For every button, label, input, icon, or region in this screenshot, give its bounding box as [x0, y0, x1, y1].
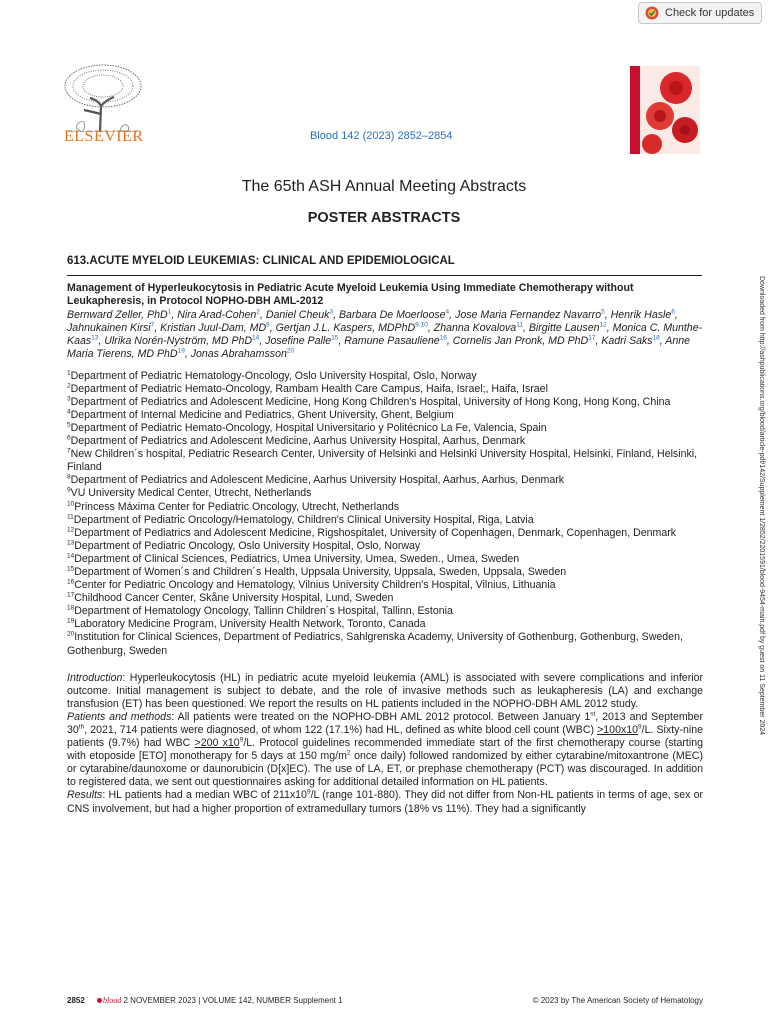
- author-affiliation-ref[interactable]: 19: [177, 347, 185, 355]
- affiliation-number: 3: [67, 395, 71, 403]
- affiliation-item: [67, 631, 703, 657]
- abstract-title: Management of Hyperleukocytosis in Pediatric Acute Myeloid Leukemia Using Immediate Chemotherapy without Leukapheresis, in Protocol NOPHO-DBH AML-2012: [67, 282, 634, 308]
- methods-text: >200 x10: [194, 737, 240, 750]
- methods-text: /L. Sixty-nine patients (9.7%) had WBC: [67, 724, 703, 750]
- publisher-name: ELSEVIER: [64, 128, 144, 145]
- introduction-label: Introduction: [67, 671, 123, 684]
- affiliation-number: 18: [67, 604, 75, 612]
- affiliation-item: [67, 474, 703, 487]
- affiliation-text: Childhood Cancer Center, Skåne University Hospital, Lund, Sweden: [74, 592, 394, 605]
- affiliation-text: Department of Clinical Sciences, Pediatrics, Umea University, Umea, Sweden., Umea, Sweden: [74, 552, 520, 565]
- affiliation-text: New Children´s hospital, Pediatric Research Center, University of Helsinki and Helsinki University Hospital, Helsinki, Finland, Helsinki, Finland: [67, 448, 698, 474]
- author-affiliation-ref[interactable]: 3: [329, 308, 334, 316]
- affiliation-item: [67, 396, 703, 409]
- abstract-category: 613.ACUTE MYELOID LEUKEMIAS: CLINICAL AND EPIDEMIOLOGICAL: [67, 255, 455, 267]
- author-name: Jonas Abrahamsson: [190, 348, 287, 361]
- methods-text: once daily) followed randomized by either cytarabine/mitoxantrone (MEC) or cytarabine/daunoxome or daunorubicin (D[x]EC). The use of LA, ET, or prephase chemotherapy (PCT) was discouraged. In addition to registered data, we sent out questionnaires asking for additional detailed information on HL patients.: [67, 750, 703, 789]
- author-name: Jose Maria Fernandez Navarro: [455, 309, 602, 322]
- author-list: Bernward Zeller, PhD$^1$, Nira Arad-Cohen$^2$, Daniel Cheuk$^3$, Barbara De Moerloose$^4$, Jose Maria Fernandez Navarro$^5$, Henrik Hasle$^6$, Jahnukainen Kirsi$^7$, Kristian Juul-Dam, $MD^8$, Gertjan J.L. Kaspers, MDPhD$^{9,10}$, Zhanna Kovalova$^{11}$, Birgitte Lausen$^{12}$, Monica C. Munthe-Kaas$^{13}$, Ulrika Norén-Nyström, MD PhD$^{14}$, Josefine Palle$^{15}$, Ramune Pasauliene$^{16}$, Cornelis Jan Pronk, MD PhD$^{17}$, Kadri Saks$^{18}$, Anne Maria Tierens, MD PhD$^{19}$, Jonas Abrahamsson$^{20}$: [67, 308, 703, 361]
- author-affiliation-ref[interactable]: 14: [252, 334, 260, 342]
- superscript: 9: [306, 788, 311, 796]
- check-updates-icon: [645, 6, 659, 20]
- superscript: 9: [638, 723, 642, 731]
- author-name: Henrik Hasle: [610, 309, 672, 322]
- author-name: Daniel Cheuk: [265, 309, 330, 322]
- methods-text: : All patients were treated on the NOPHO-DBH AML 2012 protocol. Between January 1: [171, 710, 591, 723]
- author-name: Anne Maria Tierens, MD PhD: [67, 335, 691, 361]
- affiliation-item: [67, 501, 703, 514]
- affiliation-number: 6: [67, 434, 71, 442]
- affiliation-text: Center for Pediatric Oncology and Hematology, Vilnius University Children's Hospital, Vilnius, Lithuania: [74, 579, 556, 592]
- affiliation-text: Department of Hematology Oncology, Tallinn Children´s Hospital, Tallinn, Estonia: [74, 605, 453, 618]
- affiliation-item: [67, 383, 703, 396]
- author-name: Barbara De Moerloose: [338, 309, 446, 322]
- affiliation-item: [67, 605, 703, 618]
- affiliation-item: [67, 553, 703, 566]
- author-name: Kadri Saks: [601, 335, 653, 348]
- affiliation-number: 1: [67, 369, 71, 377]
- page-number: 2852: [67, 996, 85, 1005]
- affiliation-number: 10: [67, 499, 75, 507]
- author-affiliation-ref[interactable]: 17: [588, 334, 596, 342]
- elsevier-logo: [60, 62, 146, 146]
- affiliation-text: Department of Internal Medicine and Pediatrics, Ghent University, Ghent, Belgium: [70, 408, 454, 421]
- journal-citation[interactable]: Blood 142 (2023) 2852–2854: [310, 130, 453, 142]
- affiliation-item: [67, 370, 703, 383]
- affiliation-item: [67, 448, 703, 474]
- affiliation-text: Department of Women´s and Children´s Health, Uppsala University, Uppsala, Sweden, Uppsala, Sweden: [74, 565, 567, 578]
- methods-text: , 2021, 714 patients were diagnosed, of whom 122 (17.1%) had HL, defined as white blood cell count (WBC): [84, 724, 598, 736]
- blood-logo-icon: [97, 998, 102, 1003]
- author-name: Ulrika Norén-Nyström, MD PhD: [104, 335, 253, 348]
- author-name: Kristian Juul-Dam, MD: [160, 322, 267, 335]
- affiliation-item: [67, 435, 703, 448]
- affiliation-text: Laboratory Medicine Program, University Health Network, Toronto, Canada: [74, 618, 426, 631]
- results-text: /L (range 101-880). They did not differ from Non-HL patients in terms of age, sex or CNS involvement, but had a higher proportion of extramedullary tumors (18% vs 11%). They had a significantly: [67, 789, 704, 815]
- author-affiliation-ref[interactable]: 2: [256, 308, 260, 316]
- affiliation-number: 14: [67, 552, 75, 560]
- affiliation-text: Department of Pediatrics and Adolescent Medicine, Aarhus University Hospital, Aarhus, Aarhus, Denmark: [70, 474, 565, 487]
- affiliation-text: Department of Pediatric Hemato-Oncology, Rambam Health Care Campus, Haifa, Israel;, Haifa, Israel: [70, 382, 548, 395]
- check-updates-label: Check for updates: [665, 7, 755, 19]
- results-label: Results: [67, 789, 103, 802]
- affiliation-text: Department of Pediatric Hematology-Oncology, Oslo University Hospital, Oslo, Norway: [70, 369, 477, 382]
- affiliation-text: Institution for Clinical Sciences, Department of Pediatrics, Sahlgrenska Academy, University of Gothenburg, Gothenburg, Sweden, Gothenburg, Sweden: [67, 631, 683, 657]
- affiliation-number: 2: [67, 382, 71, 390]
- affiliation-item: [67, 527, 703, 540]
- affiliation-number: 20: [67, 630, 75, 638]
- affiliation-text: Department of Pediatric Hemato-Oncology, Hospital Universitario y Politécnico La Fe, Valencia, Spain: [70, 421, 547, 434]
- methods-text: /L. Protocol guidelines recommended immediate start of the first chemotherapy course (starting with etoposide [ETO] monotherapy for 5 days at 150 mg/m: [67, 737, 703, 763]
- author-affiliation-ref[interactable]: 16: [439, 334, 447, 342]
- introduction-text: : Hyperleukocytosis (HL) in pediatric acute myeloid leukemia (AML) is associated with severe complications and inferior outcome. Initial management is subject to debate, and the role of invasive methods such as leukapheresis (LA) and exchange transfusion (ET) has been questioned. We report the results on HL patients included in the NOPHO-DBH AML 2012 study.: [67, 671, 703, 710]
- author-affiliation-ref[interactable]: 7: [150, 321, 155, 329]
- author-affiliation-ref[interactable]: 5: [601, 308, 605, 316]
- author-name: Birgitte Lausen: [528, 322, 600, 335]
- affiliation-item: [67, 579, 703, 592]
- affiliation-number: 5: [67, 421, 71, 429]
- author-affiliation-ref[interactable]: 6: [671, 308, 675, 316]
- affiliation-number: 4: [67, 408, 71, 416]
- superscript: 9: [239, 736, 244, 744]
- meeting-title: The 65th ASH Annual Meeting Abstracts: [241, 178, 527, 195]
- affiliation-item: [67, 618, 703, 631]
- author-name: Cornelis Jan Pronk, MD PhD: [452, 335, 589, 348]
- author-affiliation-ref[interactable]: 1: [167, 308, 172, 316]
- journal-logo-text: blood: [103, 996, 122, 1005]
- affiliation-list: [67, 370, 703, 658]
- methods-text: , 2013 and September 30: [67, 710, 703, 736]
- journal-cover-image: [630, 66, 700, 154]
- author-affiliation-ref[interactable]: 18: [652, 334, 660, 342]
- affiliation-number: 9: [67, 486, 71, 494]
- superscript: st: [590, 710, 596, 718]
- affiliation-item: [67, 422, 703, 435]
- affiliation-item: [67, 487, 703, 500]
- author-name: Ramune Pasauliene: [344, 335, 440, 348]
- author-affiliation-ref[interactable]: 11: [516, 321, 523, 329]
- abstract-body: [67, 672, 703, 816]
- affiliation-item: [67, 409, 703, 422]
- author-affiliation-ref[interactable]: 12: [599, 321, 607, 329]
- author-affiliation-ref[interactable]: 15: [331, 334, 339, 342]
- superscript: th: [78, 723, 85, 731]
- affiliation-number: 16: [67, 578, 75, 586]
- affiliation-number: 19: [67, 617, 75, 625]
- author-name: Monica C. Munthe-Kaas: [67, 322, 703, 348]
- author-affiliation-ref[interactable]: 20: [286, 347, 295, 355]
- author-affiliation-ref[interactable]: 4: [445, 308, 450, 316]
- affiliation-number: 8: [67, 473, 71, 481]
- affiliation-text: Department of Pediatrics and Adolescent Medicine, Aarhus University Hospital, Aarhus, Denmark: [70, 435, 526, 448]
- author-name: Nira Arad-Cohen: [177, 309, 257, 322]
- affiliation-item: [67, 592, 703, 605]
- abstract-content: [67, 282, 703, 816]
- category-divider: [67, 275, 702, 276]
- check-for-updates-button[interactable]: [638, 2, 762, 24]
- methods-text: >100x10: [597, 724, 639, 736]
- author-name: Gertjan J.L. Kaspers, MDPhD: [275, 322, 416, 335]
- elsevier-tree-icon: [60, 62, 146, 132]
- issue-info: 2 NOVEMBER 2023 | VOLUME 142, NUMBER Supplement 1: [123, 996, 343, 1005]
- affiliation-item: [67, 566, 703, 579]
- download-notice: Downloaded from http://ashpublications.org/blood/article-pdf/142/Supplement 1/2852/2201591/blood-9454-main.pdf by guest on 11 September 2024: [758, 276, 765, 736]
- section-title: POSTER ABSTRACTS: [307, 210, 461, 226]
- author-name: Zhanna Kovalova: [433, 322, 517, 335]
- affiliation-number: 13: [67, 539, 75, 547]
- affiliation-number: 15: [67, 565, 75, 573]
- affiliation-text: VU University Medical Center, Utrecht, Netherlands: [70, 487, 312, 500]
- page-footer: [67, 996, 703, 1005]
- affiliation-text: Department of Pediatric Oncology/Hematology, Children's Clinical University Hospital, Riga, Latvia: [73, 513, 534, 526]
- author-name: Jahnukainen Kirsi: [67, 322, 151, 335]
- affiliation-text: Department of Pediatrics and Adolescent Medicine, Hong Kong Children's Hospital, University of Hong Kong, Hong Kong, China: [70, 395, 671, 408]
- author-name: Bernward Zeller, PhD: [67, 309, 168, 322]
- methods-label: Patients and methods: [67, 710, 172, 723]
- results-text: : HL patients had a median WBC of 211x10: [102, 789, 307, 802]
- affiliation-text: Princess Máxima Center for Pediatric Oncology, Utrecht, Netherlands: [74, 500, 400, 513]
- affiliation-number: 7: [67, 447, 71, 455]
- author-affiliation-ref[interactable]: 9,10: [415, 321, 428, 329]
- affiliation-number: 11: [67, 513, 74, 521]
- copyright-notice: © 2023 by The American Society of Hematology: [532, 996, 703, 1005]
- affiliation-text: Department of Pediatrics and Adolescent Medicine, Rigshospitalet, University of Copenhagen, Denmark, Copenhagen, Denmark: [74, 526, 677, 539]
- author-affiliation-ref[interactable]: 13: [91, 334, 99, 342]
- affiliation-item: [67, 514, 703, 527]
- affiliation-number: 17: [67, 591, 75, 599]
- affiliation-text: Department of Pediatric Oncology, Oslo University Hospital, Oslo, Norway: [74, 539, 421, 552]
- affiliation-number: 12: [67, 526, 75, 534]
- author-name: Josefine Palle: [265, 335, 332, 348]
- affiliation-item: [67, 540, 703, 553]
- superscript: 2: [346, 749, 351, 757]
- author-affiliation-ref[interactable]: 8: [266, 321, 270, 329]
